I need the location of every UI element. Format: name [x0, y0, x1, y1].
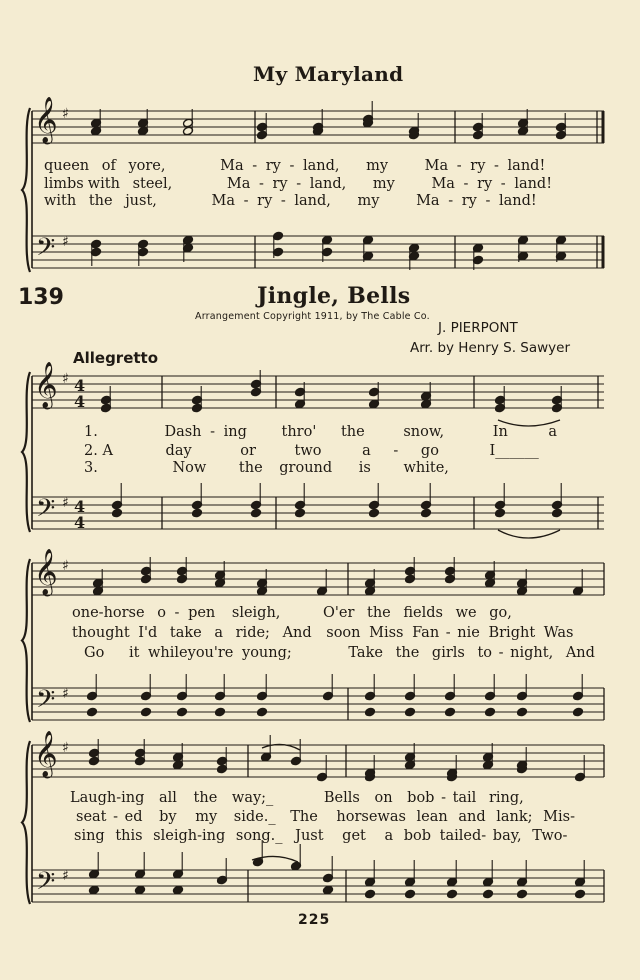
syllable: to [477, 645, 493, 661]
syllable: the [193, 790, 218, 806]
syllable: ry [470, 158, 486, 174]
syllable: sleigh, [231, 605, 281, 621]
notehead [177, 707, 188, 717]
syllable: ry [272, 176, 288, 192]
syllable: is [358, 460, 371, 476]
system-brace [22, 372, 30, 532]
syllable: Was [543, 625, 574, 641]
syllable: one [72, 605, 99, 621]
bass-clef-icon: 𝄢 [36, 233, 56, 268]
syllable: ry [461, 193, 477, 209]
syllable: lank; [496, 809, 533, 825]
syllable: bob [407, 790, 435, 806]
syllable: I'd [138, 625, 158, 641]
syllable: 2. A [84, 443, 113, 459]
syllable: lean [416, 809, 448, 825]
syllable: land, [302, 158, 340, 174]
syllable: a [548, 424, 558, 440]
syllable: while [148, 645, 188, 661]
notehead [192, 508, 203, 518]
notehead [257, 707, 268, 717]
syllable: this [115, 828, 143, 844]
syllable: Take [348, 645, 383, 661]
hymn-title: Jingle, Bells [257, 283, 411, 309]
syllable: - [498, 645, 504, 661]
syllable: - [494, 158, 499, 174]
syllable: - [463, 176, 469, 192]
syllable: Bells [323, 790, 360, 806]
notehead [369, 508, 380, 518]
syllable: ground [279, 460, 333, 476]
syllable: - [562, 828, 568, 844]
syllable: ring, [488, 790, 524, 806]
syllable: I______ [489, 443, 539, 459]
syllable: Laugh [70, 790, 117, 806]
notehead [573, 707, 584, 717]
syllable: - [393, 443, 399, 459]
syllable: horse [336, 809, 378, 825]
s2-verse-3 [84, 645, 595, 661]
syllable: of [101, 158, 116, 174]
sharp-sign-icon: ♯ [62, 558, 69, 574]
syllable: on [374, 790, 393, 806]
syllable: sing [74, 828, 105, 844]
s1-verse-2 [84, 443, 539, 459]
syllable: - [174, 605, 180, 621]
syllable: - [258, 176, 264, 192]
author: J. PIERPONT [438, 320, 518, 336]
syllable: - [481, 828, 487, 844]
s1-verse-1 [84, 424, 557, 440]
syllable: And [282, 625, 312, 641]
system-brace [22, 108, 30, 272]
notehead [517, 889, 528, 899]
syllable: by [159, 809, 177, 825]
syllable: it [128, 645, 140, 661]
syllable: The [290, 809, 318, 825]
syllable: take [169, 625, 202, 641]
treble-clef-icon: 𝄞 [34, 549, 58, 595]
sharp-sign-icon: ♯ [62, 495, 69, 511]
treble-clef-icon: 𝄞 [34, 731, 58, 777]
page-number: 225 [298, 912, 331, 928]
notehead [447, 889, 458, 899]
syllable: ry [477, 176, 493, 192]
syllable: ride; [235, 625, 270, 641]
sharp-sign-icon: ♯ [62, 868, 69, 884]
treble-clef-icon: 𝄞 [34, 97, 58, 143]
syllable: 3. [84, 460, 98, 476]
syllable: two [294, 443, 322, 459]
arranger: Arr. by Henry S. Sawyer [410, 340, 571, 356]
notehead [517, 707, 528, 717]
hymn-number: 139 [18, 285, 64, 310]
syllable: seat [76, 809, 107, 825]
syllable: nie [457, 625, 480, 641]
syllable: ing [223, 424, 247, 440]
s3-verse-1 [70, 790, 524, 806]
sharp-sign-icon: ♯ [62, 371, 69, 387]
syllable: - [113, 809, 119, 825]
syllable: land, [294, 193, 331, 209]
syllable: my [357, 193, 380, 209]
syllable: white, [403, 460, 449, 476]
syllable: ry [257, 193, 273, 209]
syllable: bob [403, 828, 432, 844]
syllable: horse [103, 605, 145, 621]
syllable: Miss [369, 625, 404, 641]
notehead [141, 707, 152, 717]
notehead [552, 508, 563, 518]
notehead [483, 889, 494, 899]
syllable: O'er [323, 605, 355, 621]
s2-verse-1 [72, 605, 512, 621]
syllable: - [210, 424, 216, 440]
syllable: my [372, 176, 395, 192]
system-brace [22, 559, 30, 722]
syllable: tailed [439, 828, 482, 844]
s2-verse-2 [72, 625, 573, 641]
tie-arc [498, 530, 560, 538]
notehead [215, 707, 226, 717]
sharp-sign-icon: ♯ [62, 234, 69, 250]
syllable: - [441, 790, 446, 806]
syllable: a [362, 443, 371, 459]
syllable: with [44, 193, 77, 209]
syllable: limbs [44, 176, 84, 192]
syllable: steel, [132, 176, 173, 192]
syllable: go, [489, 605, 512, 621]
syllable: we [455, 605, 477, 621]
syllable: song._ [235, 828, 283, 844]
syllable: soon [326, 625, 361, 641]
syllable: - [243, 193, 249, 209]
bass-clef-icon: 𝄢 [36, 685, 56, 720]
notehead [173, 885, 184, 895]
syllable: - [485, 193, 491, 209]
notehead [295, 508, 306, 518]
syllable: side._ [233, 809, 276, 825]
top-verse-2 [44, 176, 552, 192]
top-hymn-title: My Maryland [253, 62, 404, 86]
top-verse-3 [44, 193, 537, 209]
syllable: was [377, 809, 406, 825]
syllable: Fan [412, 625, 440, 641]
notehead [421, 508, 432, 518]
syllable: bay, [492, 828, 522, 844]
syllable: fields [403, 605, 443, 621]
syllable: the [88, 193, 113, 209]
syllable: the [340, 424, 365, 440]
syllable: - [197, 828, 202, 844]
tempo-marking: Allegretto [73, 349, 159, 367]
sharp-sign-icon: ♯ [62, 106, 69, 122]
syllable: - [296, 176, 302, 192]
notehead [89, 885, 100, 895]
copyright-notice: Arrangement Copyright 1911, by The Cable Co. [195, 311, 430, 322]
syllable: Mis [543, 809, 571, 825]
syllable: a [214, 625, 224, 641]
syllable: young; [242, 645, 292, 661]
syllable: ing [202, 828, 226, 844]
time-signature: 4 [74, 497, 86, 516]
syllable: Ma [431, 176, 455, 192]
syllable: - [445, 625, 451, 641]
syllable: - [98, 605, 104, 621]
syllable: land, [309, 176, 347, 192]
notehead [485, 707, 496, 717]
syllable: the [367, 605, 391, 621]
syllable: thro' [281, 424, 317, 440]
syllable: the [238, 460, 263, 476]
syllable: sleigh [153, 828, 198, 844]
notehead [87, 707, 98, 717]
syllable: In [492, 424, 508, 440]
time-signature: 4 [74, 392, 86, 411]
syllable: my [195, 809, 218, 825]
syllable: all [159, 790, 177, 806]
syllable: land! [498, 193, 537, 209]
syllable: Bright [488, 625, 536, 641]
syllable: Now [172, 460, 207, 476]
notehead [365, 889, 376, 899]
notehead [445, 707, 456, 717]
notehead [405, 707, 416, 717]
notehead [405, 889, 416, 899]
syllable: and [458, 809, 486, 825]
syllable: - [116, 790, 122, 806]
syllable: Two [532, 828, 563, 844]
sharp-sign-icon: ♯ [62, 740, 69, 756]
syllable: Ma [211, 193, 236, 209]
syllable: way;_ [231, 790, 274, 806]
syllable: or [240, 443, 256, 459]
syllable: a [384, 828, 394, 844]
syllable: Go [84, 645, 105, 661]
syllable: night, [510, 645, 554, 661]
bass-clef-icon: 𝄢 [36, 494, 56, 529]
time-signature: 4 [74, 376, 86, 395]
syllable: Ma [424, 158, 449, 174]
sharp-sign-icon: ♯ [62, 686, 69, 702]
syllable: Ma [226, 176, 251, 192]
syllable: - [289, 158, 295, 174]
syllable: - [500, 176, 506, 192]
notehead [365, 707, 376, 717]
notehead [251, 508, 262, 518]
syllable: girls [431, 645, 465, 661]
syllable: Ma [220, 158, 244, 174]
syllable: ry [265, 158, 281, 174]
syllable: day [165, 443, 192, 459]
syllable: - [448, 193, 454, 209]
s3-verse-3 [74, 828, 567, 844]
syllable: ing [121, 790, 145, 806]
syllable: - [570, 809, 575, 825]
notehead [575, 889, 586, 899]
syllable: the [395, 645, 420, 661]
notehead [135, 885, 146, 895]
time-signature: 4 [74, 513, 86, 532]
syllable: thought [72, 625, 130, 641]
syllable: - [252, 158, 258, 174]
syllable: ed [124, 809, 143, 825]
syllable: yore, [128, 158, 166, 174]
syllable: Just [295, 828, 324, 844]
s1-verse-3 [84, 460, 449, 476]
syllable: And [565, 645, 595, 661]
notehead [495, 508, 506, 518]
syllable: land! [514, 176, 553, 192]
syllable: queen [44, 158, 90, 174]
syllable: - [456, 158, 462, 174]
syllable: go [420, 443, 439, 459]
top-verse-1 [44, 158, 545, 174]
syllable: just, [125, 193, 157, 209]
syllable: land! [507, 158, 546, 174]
syllable: pen [188, 605, 216, 621]
notehead [323, 885, 334, 895]
syllable: snow, [403, 424, 445, 440]
system-brace [22, 741, 30, 904]
bass-clef-icon: 𝄢 [36, 867, 56, 902]
syllable: my [366, 158, 389, 174]
syllable: tail [452, 790, 477, 806]
s3-verse-2 [76, 809, 575, 825]
syllable: - [280, 193, 286, 209]
syllable: with [87, 176, 120, 192]
syllable: get [342, 828, 366, 844]
syllable: o [157, 605, 166, 621]
notehead [112, 508, 123, 518]
treble-clef-icon: 𝄞 [34, 362, 58, 408]
syllable: Dash [164, 424, 202, 440]
syllable: 1. [84, 424, 98, 440]
syllable: you're [187, 645, 234, 661]
syllable: Ma [416, 193, 440, 209]
